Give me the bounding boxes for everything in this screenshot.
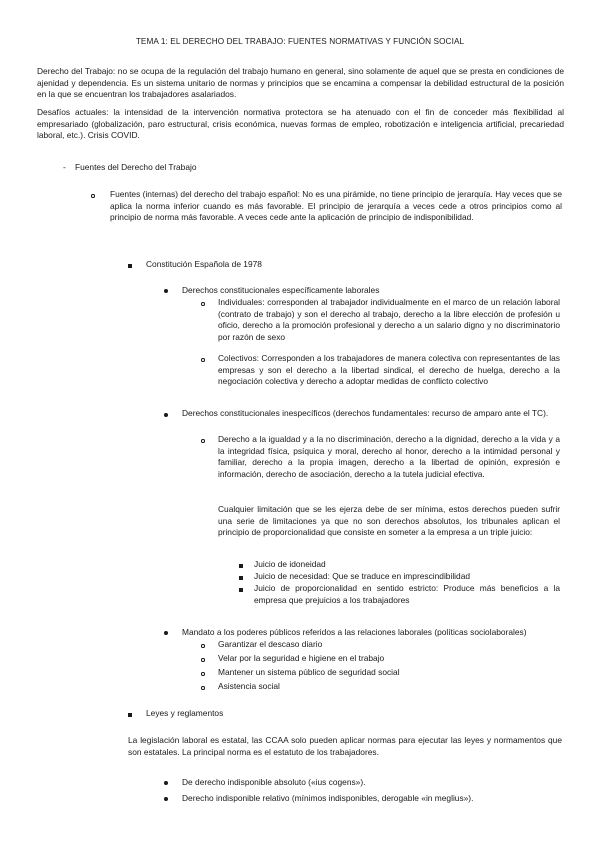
mandato-item: Garantizar el descaso diario (218, 639, 323, 649)
derechos-fundamentales-paragraph: Derecho a la igualdad y a la no discriminación, derecho a la dignidad, derecho a la vida y a la integridad física, psíquica y moral, derecho al honor, derecho a la intimidad personal y familiar, derecho a la propia imagen, derecho a la libertad de opinión, expresión e información, derecho de asociación, derecho a la tutela judicial efectiva. (218, 434, 560, 479)
circle-bullet-icon (201, 644, 205, 648)
circle-bullet-icon (201, 658, 205, 662)
mandato-item: Mantener un sistema público de seguridad social (218, 667, 400, 677)
square-bullet-icon (239, 564, 243, 568)
section-heading: Fuentes del Derecho del Trabajo (75, 162, 197, 172)
leyes-item: De derecho indisponible absoluto («ius cogens»). (182, 777, 366, 787)
dot-bullet-icon (164, 413, 168, 417)
circle-bullet-icon (201, 672, 205, 676)
circle-bullet-icon (91, 194, 95, 198)
leyes-paragraph: La legislación laboral es estatal, las CCAA solo pueden aplicar normas para ejecutar las leyes y normamentos que son estatales. La principal norma es el estatuto de los trabajadores. (128, 735, 562, 757)
juicio-item: Juicio de idoneidad (254, 559, 326, 569)
juicio-item: Juicio de proporcionalidad en sentido estricto: Produce más beneficios a la empresa que prejuicios a los trabajadores (254, 583, 560, 605)
dot-bullet-icon (164, 797, 168, 801)
circle-bullet-icon (201, 358, 205, 362)
challenges-paragraph: Desafíos actuales: la intensidad de la intervención normativa protectora se ha atenuado con el fin de conceder más flexibilidad al empresariado (globalización, paro estructural, crisis económica, nuevas formas de empleo, robotización e inteligencia artificial, precariedad laboral, etc.). Crisis COVID. (37, 107, 564, 141)
square-bullet-icon (239, 588, 243, 592)
inespecificos-label: Derechos constitucionales inespecíficos (derechos fundamentales: recurso de amparo ante el TC). (182, 408, 549, 418)
limitacion-paragraph: Cualquier limitación que se les ejerza debe de ser mínima, estos derechos pueden sufrir una serie de limitaciones ya que no son derechos absolutos, los tribunales aplican el principio de proporcionalidad que consiste en someter a la empresa a un triple juicio: (218, 504, 560, 538)
circle-bullet-icon (201, 302, 205, 306)
leyes-item: Derecho indisponible relativo (mínimos indisponibles, derogable «in meglius»). (182, 793, 474, 803)
page-title: TEMA 1: EL DERECHO DEL TRABAJO: FUENTES NORMATIVAS Y FUNCIÓN SOCIAL (135, 37, 465, 46)
square-bullet-icon (128, 713, 132, 717)
square-bullet-icon (128, 264, 132, 268)
colectivos-paragraph: Colectivos: Corresponden a los trabajadores de manera colectiva con representantes de las empresas y son el derecho a la libertad sindical, el derecho de huelga, derecho a la negociación colectiva y derecho a adoptar medidas de conflicto colectivo (218, 353, 560, 387)
circle-bullet-icon (201, 439, 205, 443)
mandato-label: Mandato a los poderes públicos referidos a las relaciones laborales (políticas sociolaborales) (182, 627, 527, 637)
dot-bullet-icon (164, 781, 168, 785)
square-bullet-icon (239, 576, 243, 580)
especificos-label: Derechos constitucionales específicamente laborales (182, 285, 380, 295)
circle-bullet-icon (201, 686, 205, 690)
dot-bullet-icon (164, 289, 168, 293)
constitucion-heading: Constitución Española de 1978 (146, 259, 262, 269)
dash-bullet: - (63, 162, 66, 172)
mandato-item: Asistencia social (218, 681, 280, 691)
fuentes-internas-paragraph: Fuentes (internas) del derecho del trabajo español: No es una pirámide, no tiene principio de jerarquía. Hay veces que se aplica la norma inferior cuando es más favorable. El principio de jerarquía a veces cede a otros principios como al principio de norma más favorable. A veces cede ante la aplicación de principio de indisponibilidad. (110, 189, 562, 223)
mandato-item: Velar por la seguridad e higiene en el trabajo (218, 653, 385, 663)
juicio-item: Juicio de necesidad: Que se traduce en imprescindibilidad (254, 571, 471, 581)
leyes-heading: Leyes y reglamentos (146, 708, 224, 718)
intro-paragraph: Derecho del Trabajo: no se ocupa de la regulación del trabajo humano en general, sino solamente de aquel que se presta en condiciones de ajenidad y dependencia. Es un sistema unitario de normas y principios que se encamina a compensar la debilidad estructural de la posición en la que se encuentran los trabajadores asalariados. (37, 66, 564, 100)
dot-bullet-icon (164, 631, 168, 635)
individuales-paragraph: Individuales: corresponden al trabajador individualmente en el marco de un relación laboral (contrato de trabajo) y son el derecho al trabajo, derecho a la libre elección de profesión u oficio, derecho a la promoción profesional y derecho a un salario digno y no discriminatorio por razón de sexo (218, 297, 560, 342)
